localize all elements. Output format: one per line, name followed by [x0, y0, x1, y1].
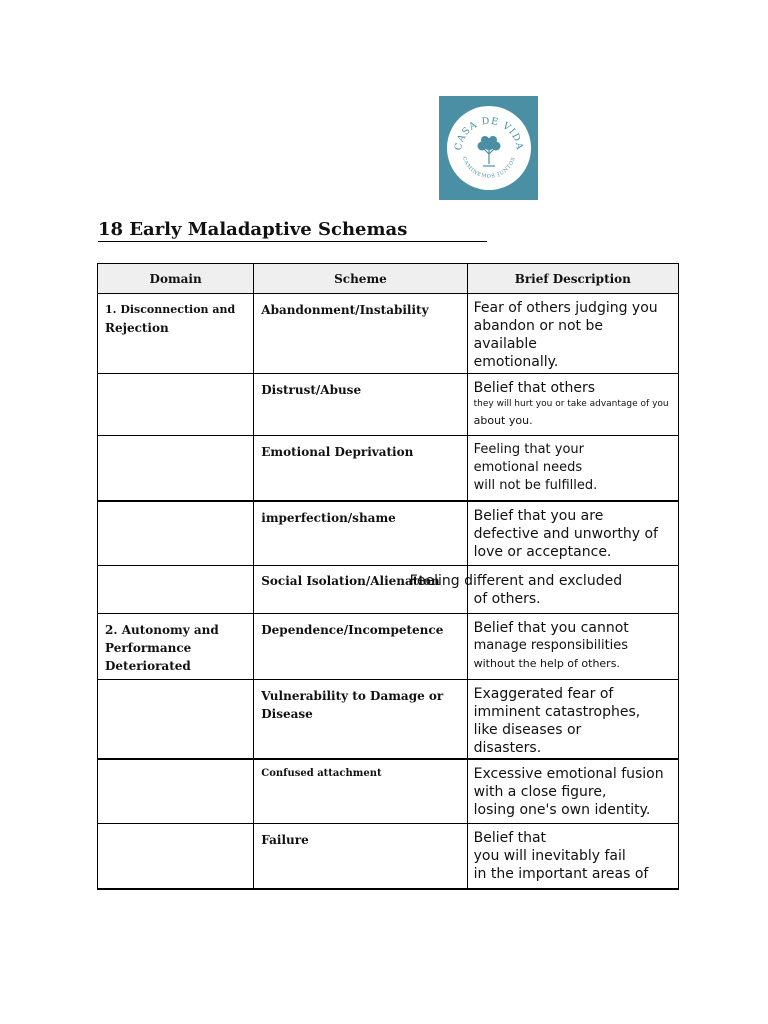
scheme-cell: [254, 294, 467, 374]
description-line: available: [473, 336, 537, 352]
table-row: [98, 501, 679, 566]
description-line: losing one's own identity.: [473, 801, 651, 818]
domain-label: Performance: [105, 641, 192, 655]
scheme-cell: [254, 374, 467, 436]
table-row: [98, 680, 679, 759]
description-cell: [467, 759, 678, 824]
table-header-row: [98, 264, 679, 294]
scheme-label: Failure: [261, 833, 309, 847]
description-line: Feeling different and excluded: [409, 573, 623, 589]
description-cell: [467, 614, 678, 680]
description-cell: [467, 680, 678, 759]
scheme-cell: [254, 680, 467, 759]
description-line: Belief that others: [473, 380, 596, 396]
table-row: [98, 294, 679, 374]
domain-label: Deteriorated: [105, 659, 191, 673]
domain-cell: [98, 374, 254, 436]
description-cell: [467, 436, 678, 501]
description-cell: [467, 294, 678, 374]
table-row: [98, 374, 679, 436]
domain-cell: [98, 294, 254, 374]
description-line: with a close figure,: [473, 783, 607, 800]
header-domain: Domain: [98, 264, 254, 294]
description-line: Feeling that your: [473, 442, 584, 457]
domain-cell: [98, 759, 254, 824]
scheme-label: Confused attachment: [261, 767, 382, 779]
description-line: Belief that you are: [473, 507, 604, 524]
casa-de-vida-logo: [439, 96, 538, 200]
description-line: like diseases or: [473, 722, 582, 738]
description-line: Fear of others judging you: [473, 300, 658, 316]
logo-brand-bottom: CAMINEMOS JUNTOS: [460, 156, 517, 180]
scheme-label: Disease: [261, 707, 313, 721]
description-line: love or acceptance.: [473, 543, 612, 560]
description-line: will not be fulfilled.: [473, 478, 598, 493]
domain-cell: [98, 566, 254, 614]
scheme-label: Vulnerability to Damage or: [261, 689, 444, 703]
logo-brand-top: CASA DE VIDA: [452, 115, 525, 152]
description-line: without the help of others.: [473, 657, 620, 670]
description-line: they will hurt you or take advantage of you: [473, 399, 669, 409]
scheme-label: Distrust/Abuse: [261, 383, 362, 397]
domain-cell: [98, 680, 254, 759]
scheme-cell: [254, 436, 467, 501]
scheme-label: imperfection/shame: [261, 510, 396, 525]
description-line: Exaggerated fear of: [473, 686, 614, 702]
domain-cell: [98, 824, 254, 889]
description-cell: [467, 824, 678, 889]
scheme-label: Dependence/Incompetence: [261, 623, 444, 637]
scheme-cell: [254, 614, 467, 680]
header-scheme: Scheme: [254, 264, 467, 294]
domain-cell: [98, 436, 254, 501]
description-line: you will inevitably fail: [473, 848, 626, 864]
tree-icon: [447, 106, 531, 190]
logo-circle: [447, 106, 531, 190]
table-row: [98, 824, 679, 889]
description-line: about you.: [473, 414, 533, 427]
header-description: Brief Description: [467, 264, 678, 294]
description-line: disasters.: [473, 740, 542, 756]
description-line: Excessive emotional fusion: [473, 765, 664, 782]
description-line: Belief that: [473, 830, 547, 846]
scheme-cell: [254, 759, 467, 824]
scheme-cell: [254, 501, 467, 566]
description-cell: [467, 501, 678, 566]
description-line: emotionally.: [473, 354, 559, 370]
table-row: [98, 436, 679, 501]
domain-label: Rejection: [105, 321, 169, 335]
description-line: defective and unworthy of: [473, 525, 658, 542]
table-row: [98, 759, 679, 824]
description-line: manage responsibilities: [473, 638, 629, 653]
description-line: Belief that you cannot: [473, 620, 629, 636]
description-line: in the important areas of: [473, 866, 649, 882]
description-cell: [409, 566, 678, 614]
page-title: 18 Early Maladaptive Schemas: [98, 220, 487, 242]
description-line: of others.: [473, 591, 541, 607]
domain-cell: [98, 614, 254, 680]
description-line: emotional needs: [473, 460, 583, 475]
description-line: abandon or not be: [473, 318, 603, 334]
description-cell: [467, 374, 678, 436]
scheme-label: Abandonment/Instability: [261, 303, 429, 317]
domain-label: 1. Disconnection and: [105, 303, 236, 316]
domain-cell: [98, 501, 254, 566]
table-row: [98, 614, 679, 680]
table-row: [98, 566, 679, 614]
domain-label: 2. Autonomy and: [105, 623, 219, 637]
description-line: imminent catastrophes,: [473, 704, 641, 720]
scheme-label: Emotional Deprivation: [261, 445, 414, 459]
schemas-table: [97, 263, 679, 890]
scheme-label: Social Isolation/Alienation: [261, 574, 440, 588]
scheme-cell: [254, 824, 467, 889]
